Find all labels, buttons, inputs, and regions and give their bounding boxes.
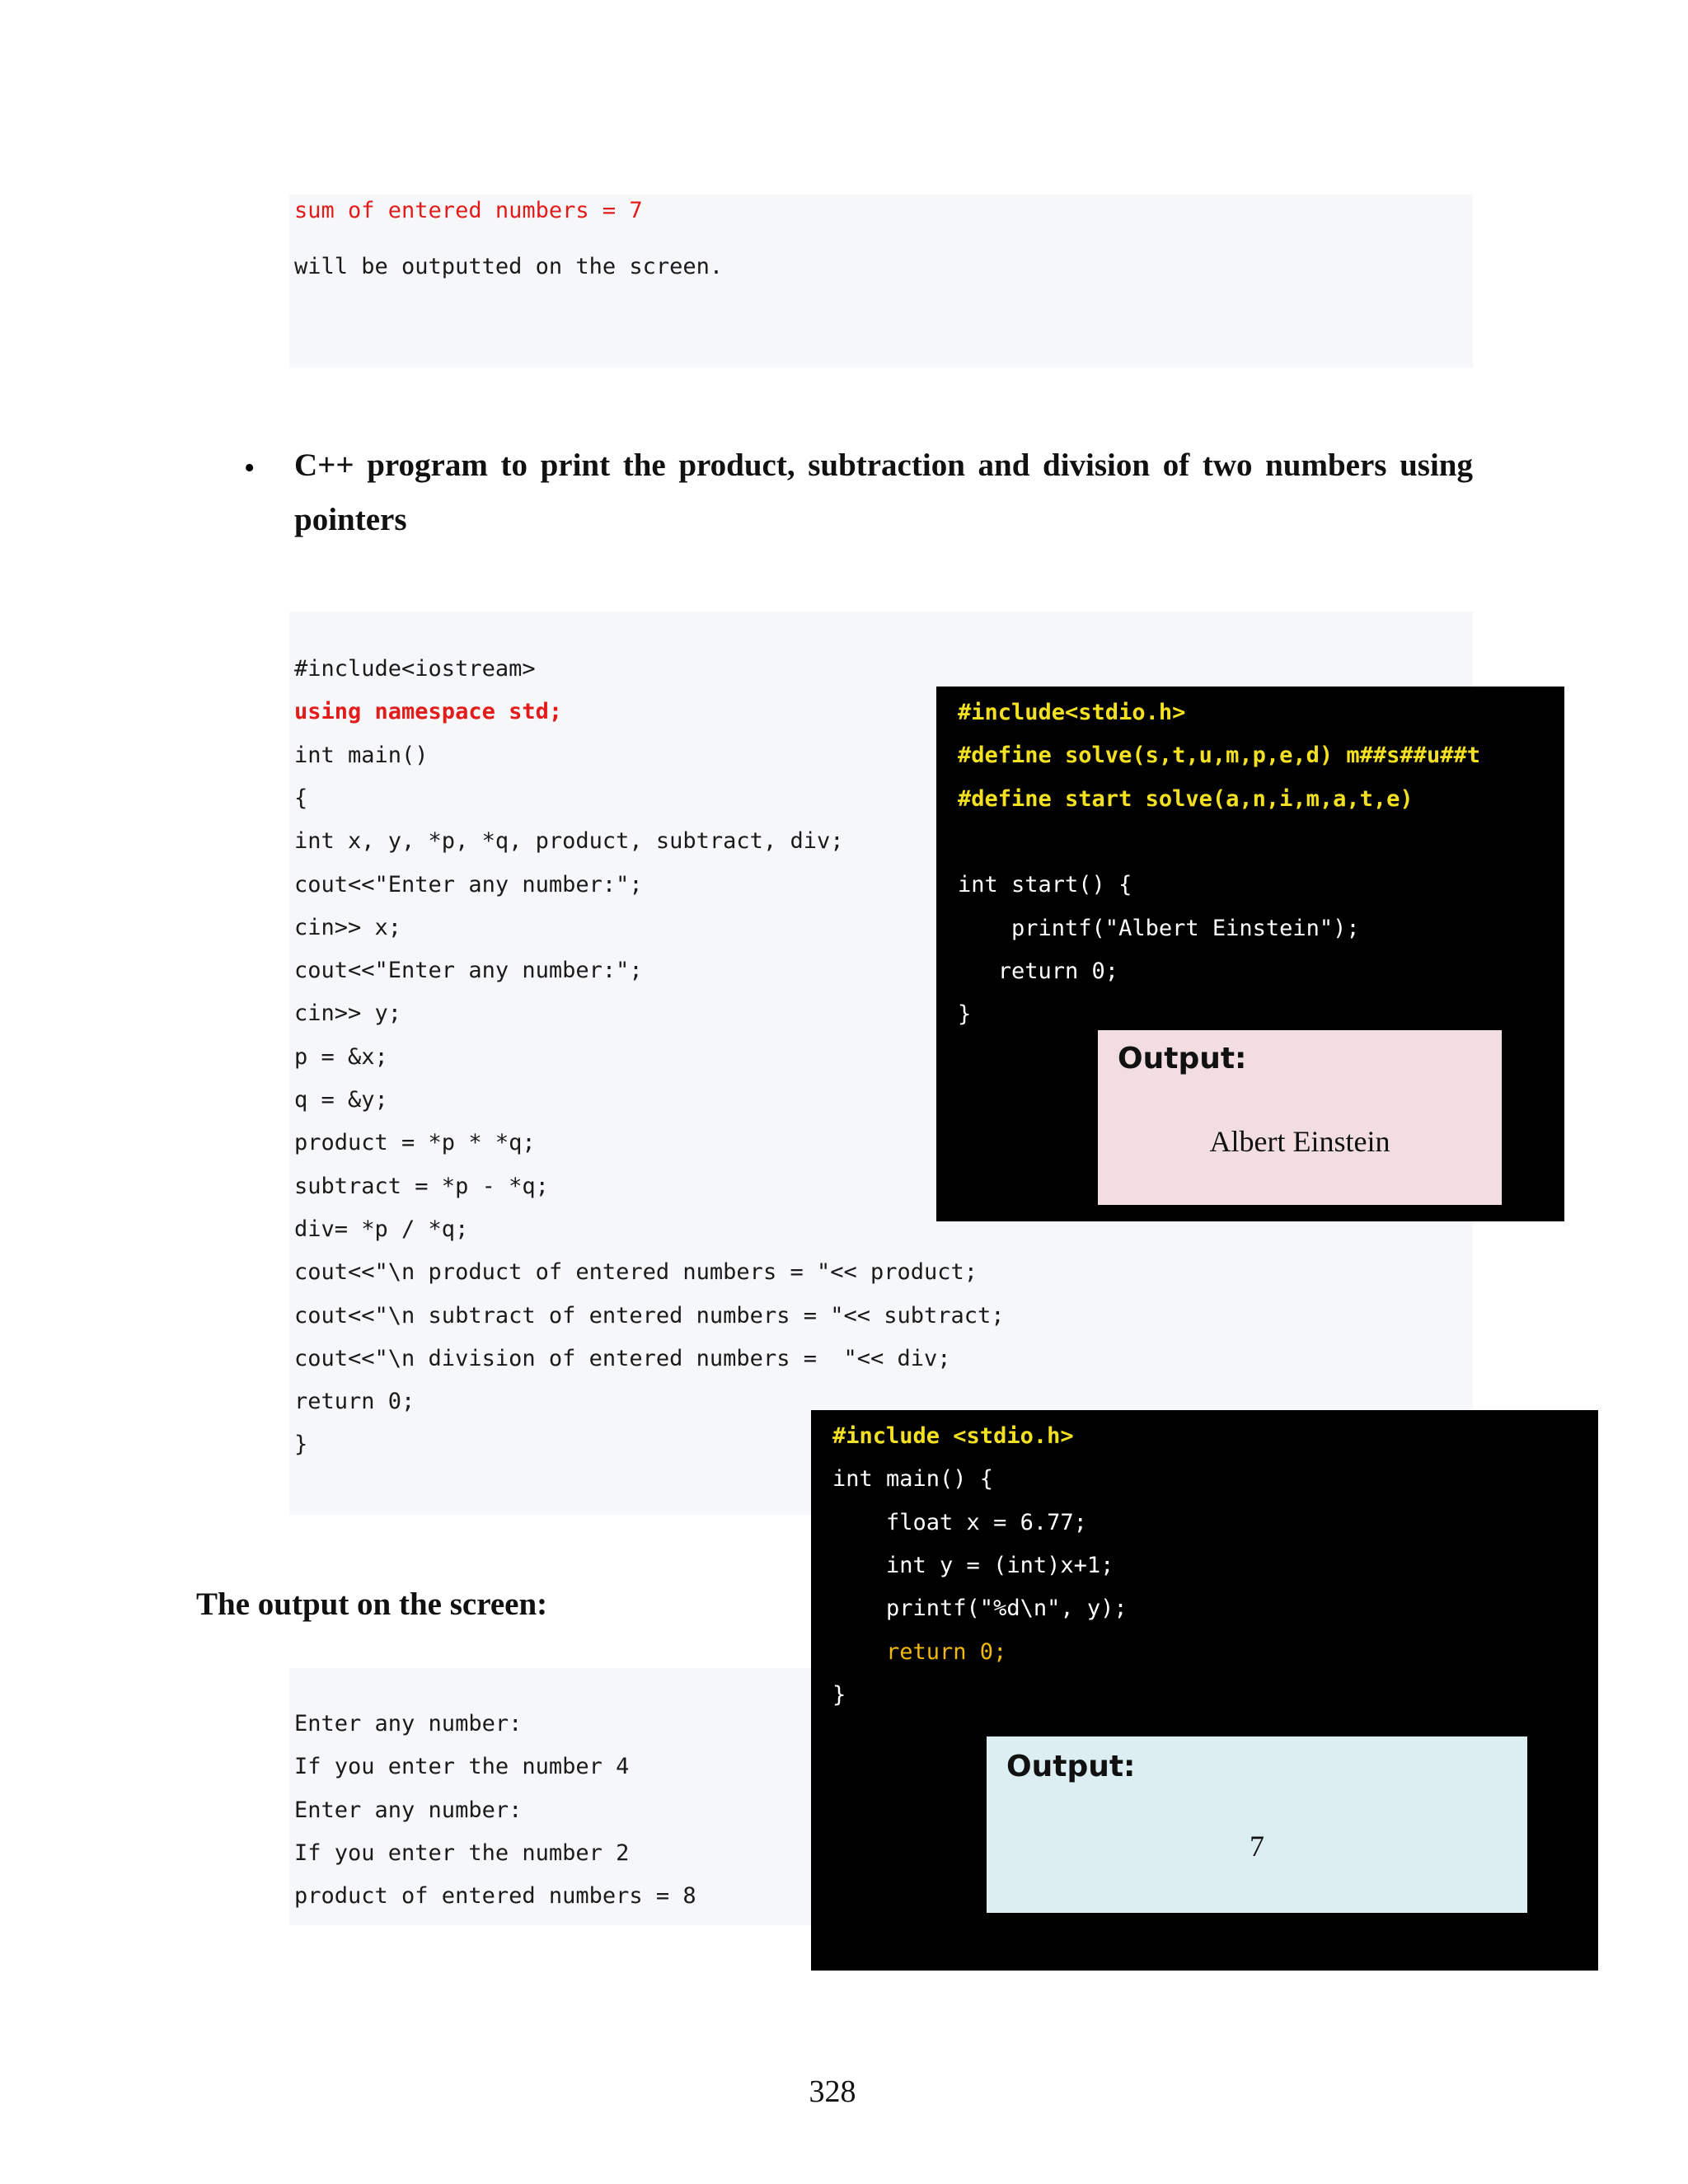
overlay1-code-line: #include<stdio.h> (958, 700, 1186, 725)
output-line: If you enter the number 4 (294, 1754, 630, 1780)
code-line: int main() (294, 742, 429, 768)
code-line: p = &x; (294, 1043, 388, 1070)
overlay2-code-line: #include <stdio.h> (832, 1423, 1074, 1449)
overlay2-code-line: return 0; (832, 1638, 1007, 1665)
code-line: cout<<"\n division of entered numbers = "<< div; (294, 1345, 951, 1371)
code-line: cout<<"Enter any number:"; (294, 958, 643, 984)
output-heading: The output on the screen: (196, 1586, 548, 1622)
overlay1-code-line: return 0; (958, 958, 1119, 984)
overlay1-code-line: #define start solve(a,n,i,m,a,t,e) (958, 785, 1414, 812)
section-heading-line1: C++ program to print the product, subtraction and division of two numbers using (294, 448, 1473, 483)
code-line: return 0; (294, 1389, 415, 1415)
code-line: product = *p * *q; (294, 1130, 536, 1156)
overlay1-code-line: printf("Albert Einstein"); (958, 915, 1360, 941)
overlay1-output-label: Output: (1118, 1042, 1247, 1076)
output-line: Enter any number: (294, 1797, 523, 1823)
overlay-code-panel-1 (936, 687, 1564, 1221)
code-line: cin>> x; (294, 914, 402, 940)
code-line: #include<iostream> (294, 656, 536, 682)
page-number: 328 (809, 2074, 856, 2109)
code-line: } (294, 1432, 308, 1458)
overlay2-output-label: Output: (1006, 1750, 1136, 1783)
output-sum-line: sum of entered numbers = 7 (294, 198, 643, 223)
code-line: cout<<"Enter any number:"; (294, 871, 643, 898)
code-line: using namespace std; (294, 699, 563, 725)
overlay1-output-box (1098, 1030, 1502, 1205)
output-line: product of entered numbers = 8 (294, 1883, 696, 1910)
code-line: div= *p / *q; (294, 1216, 469, 1242)
output-note-line: will be outputted on the screen. (294, 254, 724, 279)
code-line: cout<<"\n product of entered numbers = "<< product; (294, 1259, 978, 1286)
code-line: int x, y, *p, *q, product, subtract, div; (294, 828, 844, 855)
output-line: Enter any number: (294, 1711, 523, 1736)
overlay2-code-line: int main() { (832, 1466, 994, 1493)
code-line: cout<<"\n subtract of entered numbers = "<< subtract; (294, 1302, 1005, 1329)
overlay2-code-line: float x = 6.77; (832, 1509, 1087, 1535)
overlay2-code-line: int y = (int)x+1; (832, 1552, 1114, 1578)
overlay2-code-line: printf("%d\n", y); (832, 1596, 1128, 1622)
overlay1-code-line: #define solve(s,t,u,m,p,e,d) m##s##u##t (958, 743, 1480, 769)
overlay2-code-line: } (832, 1681, 846, 1708)
output-line: If you enter the number 2 (294, 1840, 630, 1866)
overlay1-code-line: int start() { (958, 872, 1132, 898)
overlay2-output-value: 7 (1250, 1830, 1264, 1863)
code-line: subtract = *p - *q; (294, 1173, 549, 1199)
section-heading (294, 438, 1473, 547)
bullet: • (244, 451, 256, 485)
section-heading-line2: pointers (294, 502, 407, 537)
overlay1-output-value: Albert Einstein (1209, 1125, 1390, 1158)
overlay1-code-line: } (958, 1001, 972, 1028)
code-line: cin>> y; (294, 1001, 402, 1027)
overlay-code-panel-2 (811, 1410, 1598, 1971)
code-line: { (294, 785, 308, 811)
overlay2-output-box (987, 1736, 1527, 1913)
code-line: q = &y; (294, 1087, 388, 1113)
